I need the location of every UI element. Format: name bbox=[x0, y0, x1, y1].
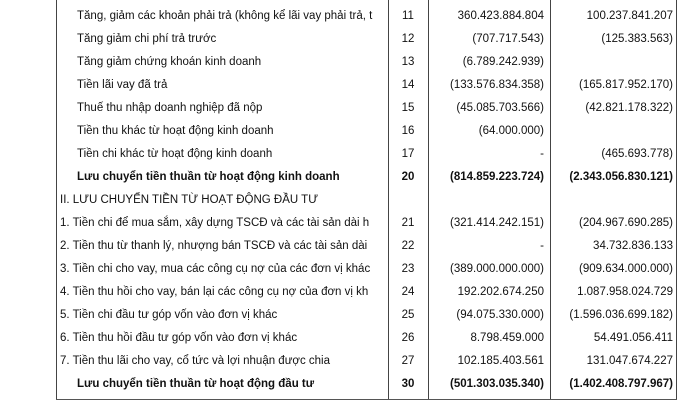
table-row bbox=[0, 304, 680, 327]
row-previous-value: (125.383.563) bbox=[601, 33, 673, 45]
row-previous-value: (1.402.408.797.967) bbox=[569, 378, 673, 390]
row-label: Tăng giảm chi phí trả trước bbox=[77, 33, 217, 45]
row-current-value: 8.798.459.000 bbox=[470, 332, 544, 344]
row-current-value: (133.576.834.358) bbox=[450, 79, 544, 91]
row-code: 17 bbox=[401, 148, 415, 160]
row-current-value: (6.789.242.939) bbox=[462, 56, 544, 68]
table-row bbox=[0, 143, 680, 166]
row-label: Thuế thu nhập doanh nghiệp đã nộp bbox=[77, 102, 263, 114]
row-code: 12 bbox=[401, 33, 415, 45]
row-current-value: (707.717.543) bbox=[472, 33, 544, 45]
row-current-value: 192.202.674.250 bbox=[457, 286, 544, 298]
row-label: Tiền chi khác từ hoạt động kinh doanh bbox=[77, 148, 273, 160]
subtotal-row bbox=[0, 166, 680, 189]
row-code: 16 bbox=[401, 125, 415, 137]
row-label: Tiền thu khác từ hoạt động kinh doanh bbox=[77, 125, 274, 137]
row-current-value: 360.423.884.804 bbox=[457, 10, 544, 22]
row-previous-value: 100.237.841.207 bbox=[586, 10, 673, 22]
row-label: Lưu chuyển tiền thuần từ hoạt động kinh doanh bbox=[77, 171, 340, 183]
row-code: 14 bbox=[401, 79, 415, 91]
row-current-value: 102.185.403.561 bbox=[457, 355, 544, 367]
row-code: 21 bbox=[401, 217, 415, 229]
row-current-value: - bbox=[540, 240, 544, 252]
table-row bbox=[0, 28, 680, 51]
row-label: Lưu chuyển tiền thuần từ hoạt động đầu tư bbox=[77, 378, 315, 390]
row-code: 30 bbox=[401, 378, 415, 390]
row-current-value: (45.085.703.566) bbox=[456, 102, 544, 114]
row-previous-value: 34.732.836.133 bbox=[593, 240, 673, 252]
row-code: 27 bbox=[401, 355, 415, 367]
section-header-row bbox=[0, 189, 680, 212]
row-code: 23 bbox=[401, 263, 415, 275]
table-row bbox=[0, 281, 680, 304]
subtotal-row bbox=[0, 373, 680, 396]
row-current-value: - bbox=[540, 148, 544, 160]
table-row bbox=[0, 327, 680, 350]
row-code: 11 bbox=[402, 10, 414, 22]
table-row bbox=[0, 51, 680, 74]
row-previous-value: 54.491.056.411 bbox=[593, 332, 673, 344]
row-previous-value: (909.634.000.000) bbox=[579, 263, 673, 275]
row-previous-value: (1.596.036.699.182) bbox=[569, 309, 673, 321]
section-heading: II. LƯU CHUYỂN TIỀN TỪ HOẠT ĐỘNG ĐẦU TƯ bbox=[60, 194, 319, 206]
table-row bbox=[0, 258, 680, 281]
row-previous-value: (465.693.778) bbox=[601, 148, 673, 160]
row-previous-value: 1.087.958.024.729 bbox=[577, 286, 673, 298]
table-row bbox=[0, 212, 680, 235]
row-code: 15 bbox=[401, 102, 415, 114]
row-label: Tăng giảm chứng khoán kinh doanh bbox=[77, 56, 262, 68]
row-label: 5. Tiền chi đầu tư góp vốn vào đơn vị khác bbox=[60, 309, 278, 321]
row-label: Tiền lãi vay đã trả bbox=[77, 79, 168, 91]
table-row bbox=[0, 120, 680, 143]
table-row bbox=[0, 97, 680, 120]
row-previous-value: (2.343.056.830.121) bbox=[569, 171, 673, 183]
table-row bbox=[0, 235, 680, 258]
row-label: 4. Tiền thu hồi cho vay, bán lại các công cụ nợ của đơn vị kh bbox=[60, 286, 369, 298]
row-current-value: (814.859.223.724) bbox=[450, 171, 544, 183]
row-current-value: (321.414.242.151) bbox=[450, 217, 544, 229]
row-previous-value: 131.047.674.227 bbox=[586, 355, 673, 367]
row-label: 7. Tiền thu lãi cho vay, cổ tức và lợi nhuận được chia bbox=[60, 355, 330, 367]
row-current-value: (94.075.330.000) bbox=[456, 309, 544, 321]
row-label: 2. Tiền thu từ thanh lý, nhượng bán TSCĐ và các tài sản dài bbox=[60, 240, 368, 252]
row-label: 3. Tiền chi cho vay, mua các công cụ nợ của các đơn vị khác bbox=[60, 263, 371, 275]
row-label: 1. Tiền chi để mua sắm, xây dựng TSCĐ và các tài sản dài h bbox=[60, 217, 370, 229]
row-code: 13 bbox=[401, 56, 415, 68]
table-row bbox=[0, 350, 680, 373]
table-row bbox=[0, 5, 680, 28]
row-code: 24 bbox=[401, 286, 415, 298]
border-bottom bbox=[56, 399, 677, 400]
row-label: Tăng, giảm các khoản phải trả (không kể lãi vay phải trả, t bbox=[77, 10, 373, 22]
row-current-value: (64.000.000) bbox=[478, 125, 544, 137]
row-code: 25 bbox=[401, 309, 415, 321]
row-code: 26 bbox=[401, 332, 415, 344]
row-current-value: (501.303.035.340) bbox=[450, 378, 544, 390]
row-label: 6. Tiền thu hồi đầu tư góp vốn vào đơn vị khác bbox=[60, 332, 298, 344]
table-row bbox=[0, 74, 680, 97]
row-code: 20 bbox=[401, 171, 415, 183]
row-previous-value: (204.967.690.285) bbox=[579, 217, 673, 229]
row-previous-value: (165.817.952.170) bbox=[579, 79, 673, 91]
row-current-value: (389.000.000.000) bbox=[450, 263, 544, 275]
row-previous-value: (42.821.178.322) bbox=[585, 102, 673, 114]
row-code: 22 bbox=[401, 240, 415, 252]
